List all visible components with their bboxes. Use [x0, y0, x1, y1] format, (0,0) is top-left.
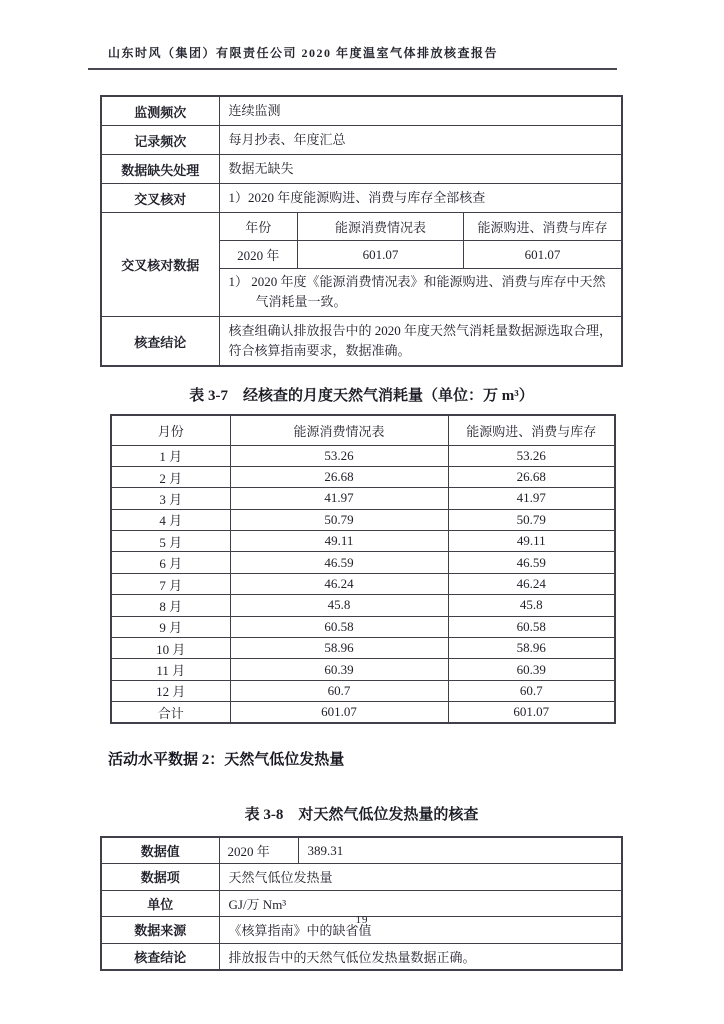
cross-check-note: 1） 2020 年度《能源消费情况表》和能源购进、消费与库存中天然气消耗量一致。 [228, 274, 606, 309]
cell-month: 5 月 [111, 531, 230, 552]
cell-total-value: 601.07 [230, 702, 448, 723]
cross-check-data-row [101, 213, 622, 317]
cell-value: 26.68 [230, 466, 448, 487]
row-label: 单位 [101, 890, 219, 917]
column-header: 能源购进、消费与库存 [448, 415, 615, 445]
table-3-8-title: 表 3-8 对天然气低位发热量的核查 [244, 807, 479, 824]
verification-table [100, 95, 623, 367]
row-value: 排放报告中的天然气低位发热量数据正确。 [219, 943, 622, 970]
cell-total-value: 601.07 [448, 702, 615, 723]
cell-month: 4 月 [111, 509, 230, 530]
cell-value: 49.11 [230, 531, 448, 552]
table-row [101, 864, 622, 891]
table-3-7-title: 表 3-7 经核查的月度天然气消耗量（单位：万 m³） [189, 388, 534, 404]
row-label: 数据值 [101, 837, 219, 864]
cross-check-nested-cell [219, 213, 622, 317]
heating-value-table [100, 836, 623, 971]
table-row [111, 531, 615, 552]
cell-value: 60.39 [448, 659, 615, 680]
cell-month: 9 月 [111, 616, 230, 637]
cell-value: 601.07 [464, 241, 622, 269]
cell-month: 8 月 [111, 595, 230, 616]
row-label: 核查结论 [101, 943, 219, 970]
cell-value: 49.11 [448, 531, 615, 552]
table-row [111, 466, 615, 487]
table-row [111, 595, 615, 616]
cell-value: 53.26 [230, 445, 448, 466]
cell-year: 2020 年 [220, 241, 298, 269]
cell-year: 2020 年 [219, 837, 298, 864]
table-row [101, 184, 622, 213]
cell-month: 2 月 [111, 466, 230, 487]
table-row [111, 659, 615, 680]
column-header: 能源购进、消费与库存 [464, 213, 622, 241]
row-value: 《核算指南》中的缺省值 [219, 917, 622, 944]
cell-month: 11 月 [111, 659, 230, 680]
table-row [111, 638, 615, 659]
section-heading: 活动水平数据 2：天然气低位发热量 [108, 752, 345, 769]
table-header-row [220, 213, 622, 241]
cell-value: 46.24 [230, 573, 448, 594]
row-value: GJ/万 Nm³ [219, 890, 622, 917]
cell-value: 58.96 [448, 638, 615, 659]
column-header: 年份 [220, 213, 298, 241]
table-row [111, 488, 615, 509]
cell-month: 1 月 [111, 445, 230, 466]
cell-value: 60.58 [230, 616, 448, 637]
table-row [111, 680, 615, 701]
row-value: 1）2020 年度能源购进、消费与库存全部核查 [219, 184, 622, 213]
cell-month: 12 月 [111, 680, 230, 701]
header-title: 山东时风（集团）有限责任公司 2020 年度温室气体排放核查报告 [108, 46, 499, 60]
cell-month: 6 月 [111, 552, 230, 573]
row-label: 交叉核对 [101, 184, 219, 213]
table-row [101, 96, 622, 126]
note-row [220, 269, 622, 317]
row-label: 数据来源 [101, 917, 219, 944]
cell-value: 46.59 [448, 552, 615, 573]
row-value: 每月抄表、年度汇总 [219, 126, 622, 155]
cell-month: 10 月 [111, 638, 230, 659]
monthly-consumption-table [110, 414, 616, 724]
table-row [111, 445, 615, 466]
table-row [111, 616, 615, 637]
column-header: 能源消费情况表 [298, 213, 464, 241]
column-header: 能源消费情况表 [230, 415, 448, 445]
table-row [111, 573, 615, 594]
row-value: 核查组确认排放报告中的 2020 年度天然气消耗量数据源选取合理，符合核算指南要求，数据准确。 [219, 317, 622, 367]
table-row [101, 890, 622, 917]
row-label: 记录频次 [101, 126, 219, 155]
cell-value: 58.96 [230, 638, 448, 659]
row-value: 连续监测 [219, 96, 622, 126]
cell-value: 41.97 [230, 488, 448, 509]
row-label: 核查结论 [101, 317, 219, 367]
cell-value: 45.8 [448, 595, 615, 616]
cell-value: 41.97 [448, 488, 615, 509]
cell-value: 601.07 [298, 241, 464, 269]
cell-value: 60.58 [448, 616, 615, 637]
page-content [100, 44, 623, 971]
conclusion-row [101, 317, 622, 367]
table-row [101, 837, 622, 864]
cell-value: 60.7 [448, 680, 615, 701]
cell-value: 50.79 [230, 509, 448, 530]
row-label: 数据项 [101, 864, 219, 891]
cell-value: 26.68 [448, 466, 615, 487]
table-row [101, 943, 622, 970]
cell-value: 50.79 [448, 509, 615, 530]
cross-check-table [220, 213, 622, 316]
table-row [111, 509, 615, 530]
row-label: 交叉核对数据 [101, 213, 219, 317]
doc-header [88, 44, 617, 70]
cell-value: 389.31 [298, 837, 622, 864]
row-label: 数据缺失处理 [101, 155, 219, 184]
cell-value: 45.8 [230, 595, 448, 616]
table-row [220, 241, 622, 269]
row-value: 数据无缺失 [219, 155, 622, 184]
cell-value: 60.39 [230, 659, 448, 680]
cell-value: 53.26 [448, 445, 615, 466]
table-header-row [111, 415, 615, 445]
page-number: 19 [355, 914, 369, 926]
table-row [101, 126, 622, 155]
cell-value: 60.7 [230, 680, 448, 701]
cell-month: 7 月 [111, 573, 230, 594]
cell-value: 46.59 [230, 552, 448, 573]
row-value: 天然气低位发热量 [219, 864, 622, 891]
table-row [111, 552, 615, 573]
cell-month: 3 月 [111, 488, 230, 509]
cell-total-label: 合计 [111, 702, 230, 723]
table-row [101, 155, 622, 184]
row-label: 监测频次 [101, 96, 219, 126]
column-header: 月份 [111, 415, 230, 445]
total-row [111, 702, 615, 723]
cell-value: 46.24 [448, 573, 615, 594]
